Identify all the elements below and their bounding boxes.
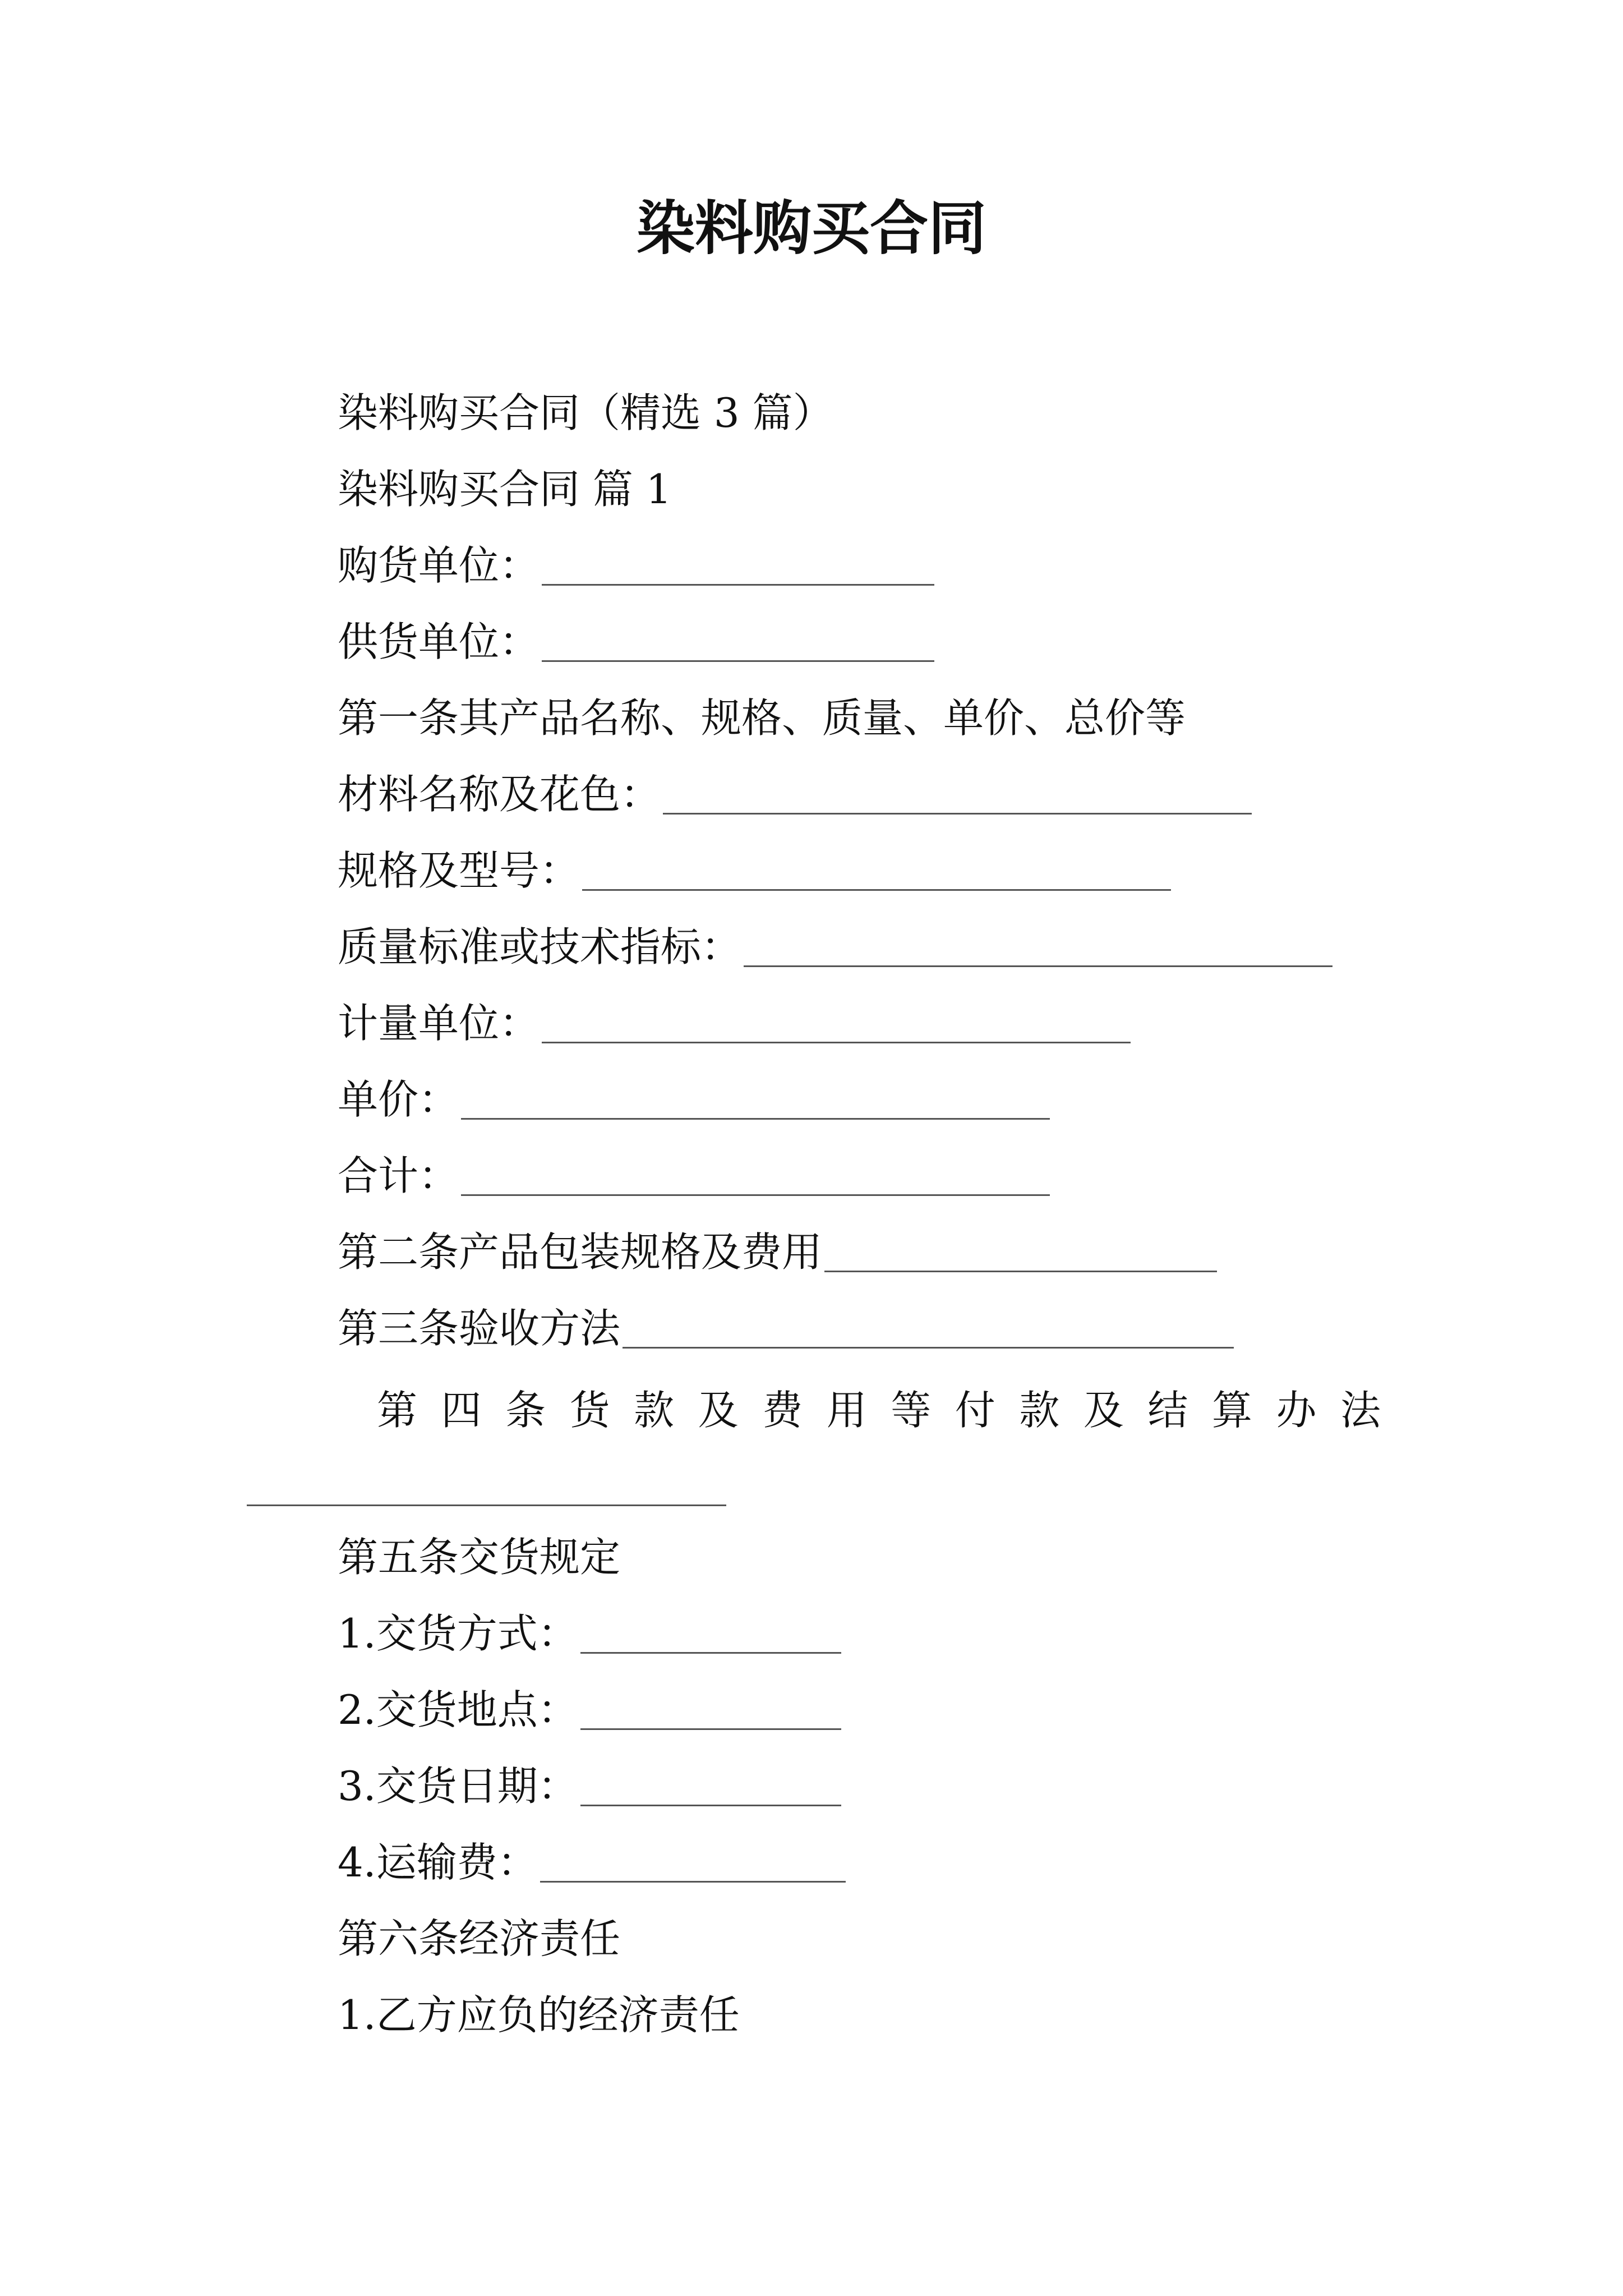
delivery-date-field xyxy=(338,1763,841,1810)
article-4-char: 及 xyxy=(698,1387,739,1434)
article-6-text: 第六条经济责任 xyxy=(338,1915,621,1962)
article-5 xyxy=(338,1534,621,1581)
subtitle-text: 染料购买合同（精选 3 篇） xyxy=(338,389,833,436)
unit-blank[interactable] xyxy=(542,1007,1131,1043)
supplier-blank[interactable] xyxy=(542,625,934,662)
article-4-blank[interactable] xyxy=(247,1470,726,1506)
freight-label: 4.运输费： xyxy=(338,1839,538,1886)
supplier-label: 供货单位： xyxy=(338,618,540,665)
article-3-text: 第三条验收方法 xyxy=(338,1305,621,1352)
article-4-char: 款 xyxy=(634,1387,675,1434)
unit-price-label: 单价： xyxy=(338,1076,459,1123)
section-heading xyxy=(338,466,672,513)
party-b-liability-text: 1.乙方应负的经济责任 xyxy=(338,1991,740,2039)
delivery-method-label: 1.交货方式： xyxy=(338,1610,578,1657)
freight-field xyxy=(338,1839,846,1886)
total-label: 合计： xyxy=(338,1152,459,1199)
article-4-char: 费 xyxy=(762,1387,803,1434)
article-4-char: 款 xyxy=(1019,1387,1060,1434)
document-subtitle xyxy=(338,389,833,436)
unit-price-blank[interactable] xyxy=(461,1083,1050,1120)
unit-field xyxy=(338,1000,1131,1047)
spec-model-blank[interactable] xyxy=(582,854,1171,891)
article-4-char: 用 xyxy=(826,1387,867,1434)
quality-standard-field xyxy=(338,923,1332,970)
article-6 xyxy=(338,1915,621,1962)
material-name-blank[interactable] xyxy=(663,778,1252,815)
article-4-char: 货 xyxy=(569,1387,610,1434)
supplier-field xyxy=(338,618,934,665)
article-1-text: 第一条其产品名称、规格、质量、单价、总价等 xyxy=(338,694,1186,742)
buyer-blank[interactable] xyxy=(542,549,934,586)
spec-model-field xyxy=(338,847,1171,894)
article-5-text: 第五条交货规定 xyxy=(338,1534,621,1581)
delivery-method-blank[interactable] xyxy=(580,1617,841,1654)
article-4-char: 结 xyxy=(1147,1387,1188,1434)
delivery-date-label: 3.交货日期： xyxy=(338,1763,578,1810)
article-2 xyxy=(338,1228,1217,1276)
total-blank[interactable] xyxy=(461,1159,1050,1196)
article-4-char: 付 xyxy=(955,1387,995,1434)
section-heading-text: 染料购买合同 篇 1 xyxy=(338,466,672,513)
article-3-blank[interactable] xyxy=(623,1312,1234,1349)
delivery-place-blank[interactable] xyxy=(580,1694,841,1730)
article-4-char: 算 xyxy=(1211,1387,1252,1434)
spec-model-label: 规格及型号： xyxy=(338,847,580,894)
delivery-place-label: 2.交货地点： xyxy=(338,1686,578,1733)
article-4-char: 四 xyxy=(441,1387,482,1434)
document-title: 染料购买合同 xyxy=(636,194,986,263)
delivery-method-field xyxy=(338,1610,841,1657)
buyer-label: 购货单位： xyxy=(338,542,540,589)
article-4-char: 等 xyxy=(891,1387,932,1434)
article-4-char: 第 xyxy=(377,1387,418,1434)
unit-label: 计量单位： xyxy=(338,1000,540,1047)
material-name-field xyxy=(338,771,1252,818)
article-1 xyxy=(338,694,1186,742)
unit-price-field xyxy=(338,1076,1050,1123)
freight-blank[interactable] xyxy=(540,1846,846,1883)
delivery-place-field xyxy=(338,1686,841,1733)
quality-standard-label: 质量标准或技术指标： xyxy=(338,923,742,970)
quality-standard-blank[interactable] xyxy=(744,931,1332,967)
article-4-char: 条 xyxy=(505,1387,546,1434)
article-2-blank[interactable] xyxy=(824,1236,1217,1272)
material-name-label: 材料名称及花色： xyxy=(338,771,661,818)
party-b-liability xyxy=(338,1991,740,2039)
article-4 xyxy=(377,1387,1381,1434)
buyer-field xyxy=(338,542,934,589)
article-4-char: 及 xyxy=(1083,1387,1124,1434)
article-4-char: 办 xyxy=(1276,1387,1317,1434)
delivery-date-blank[interactable] xyxy=(580,1770,841,1806)
total-field xyxy=(338,1152,1050,1199)
article-3 xyxy=(338,1305,1234,1352)
article-2-text: 第二条产品包装规格及费用 xyxy=(338,1228,823,1276)
article-4-char: 法 xyxy=(1340,1387,1381,1434)
